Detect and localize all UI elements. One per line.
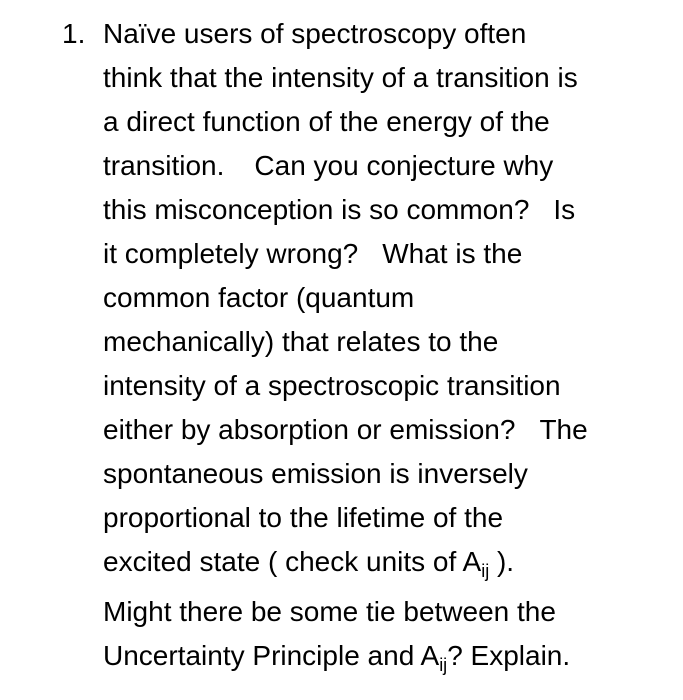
text-line: mechanically) that relates to the [103, 326, 499, 357]
text-line: excited state ( check units of $A_{ij}$ ). [103, 546, 515, 581]
text-line: either by absorption or emission? The [103, 414, 588, 445]
text-line: spontaneous emission is inversely [103, 458, 528, 489]
text-line: common factor (quantum [103, 282, 415, 313]
question-followup [103, 590, 663, 678]
text-line: Uncertainty Principle and $A_{ij}$? Explain. [103, 640, 571, 675]
text-line: it completely wrong? What is the [103, 238, 523, 269]
text-line: proportional to the lifetime of the [103, 502, 504, 533]
text-line: think that the intensity of a transition is [103, 62, 578, 93]
subscript-ij: ij [481, 561, 490, 581]
text-line: this misconception is so common? Is [103, 194, 576, 225]
text-line: intensity of a spectroscopic transition [103, 370, 561, 401]
question-text [103, 12, 663, 678]
text-line: a direct function of the energy of the [103, 106, 550, 137]
text-line: Might there be some tie between the [103, 596, 556, 627]
text-line: Naïve users of spectroscopy often [103, 18, 527, 49]
subscript-ij: ij [439, 655, 448, 675]
question-number: 1. [62, 18, 86, 49]
text-line: transition. Can you conjecture why [103, 150, 554, 181]
